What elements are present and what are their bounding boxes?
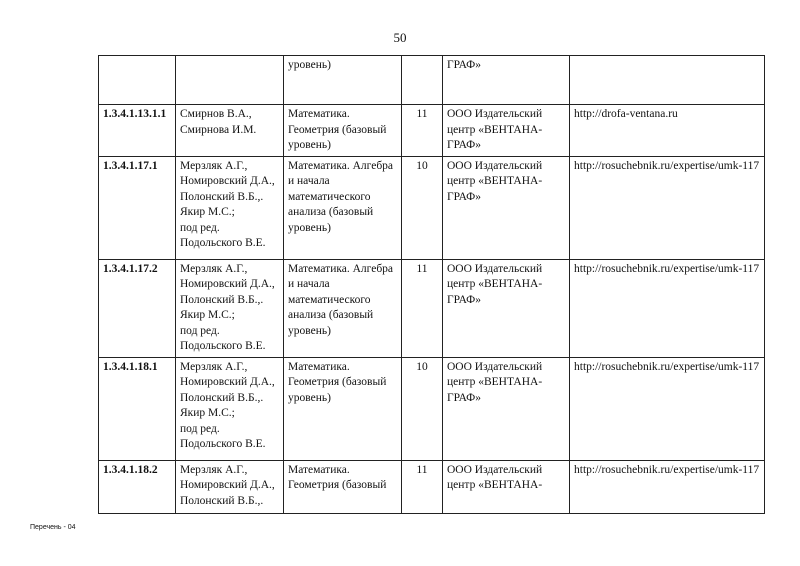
cell-publisher: ГРАФ»: [443, 56, 570, 105]
cell-grade: 11: [402, 460, 443, 513]
cell-code: 1.3.4.1.18.2: [99, 460, 176, 513]
cell-grade: 10: [402, 357, 443, 460]
cell-url: [570, 56, 765, 105]
cell-url: http://rosuchebnik.ru/expertise/umk-117: [570, 156, 765, 259]
cell-publisher: ООО Издательский центр «ВЕНТАНА- ГРАФ»: [443, 259, 570, 357]
table-row-continuation: [99, 56, 765, 105]
page-number: 50: [393, 30, 407, 45]
cell-grade: [402, 56, 443, 105]
cell-title: Математика. Алгебра и начала математического анализа (базовый уровень): [284, 156, 402, 259]
cell-url: http://drofa-ventana.ru: [570, 105, 765, 157]
cell-code: [99, 56, 176, 105]
cell-url: http://rosuchebnik.ru/expertise/umk-117: [570, 460, 765, 513]
table-row: [99, 357, 765, 460]
textbook-table: [98, 55, 765, 514]
cell-url: http://rosuchebnik.ru/expertise/umk-117: [570, 259, 765, 357]
cell-publisher: ООО Издательский центр «ВЕНТАНА- ГРАФ»: [443, 156, 570, 259]
table-row: [99, 259, 765, 357]
cell-authors: [176, 56, 284, 105]
cell-code: 1.3.4.1.17.2: [99, 259, 176, 357]
table-row: [99, 156, 765, 259]
cell-authors: Мерзляк А.Г., Номировский Д.А., Полонский В.Б.,. Якир М.С.; под ред. Подольского В.Е.: [176, 156, 284, 259]
cell-authors: Мерзляк А.Г., Номировский Д.А., Полонский В.Б.,. Якир М.С.; под ред. Подольского В.Е.: [176, 357, 284, 460]
footer-label: Перечень - 04: [30, 524, 76, 531]
cell-title: Математика. Геометрия (базовый уровень): [284, 357, 402, 460]
cell-title: Математика. Алгебра и начала математического анализа (базовый уровень): [284, 259, 402, 357]
table-row: [99, 460, 765, 513]
cell-grade: 11: [402, 105, 443, 157]
cell-title: Математика. Геометрия (базовый: [284, 460, 402, 513]
cell-authors: Мерзляк А.Г., Номировский Д.А., Полонский В.Б.,.: [176, 460, 284, 513]
cell-grade: 10: [402, 156, 443, 259]
cell-authors: Смирнов В.А., Смирнова И.М.: [176, 105, 284, 157]
cell-code: 1.3.4.1.17.1: [99, 156, 176, 259]
cell-publisher: ООО Издательский центр «ВЕНТАНА- ГРАФ»: [443, 105, 570, 157]
cell-publisher: ООО Издательский центр «ВЕНТАНА- ГРАФ»: [443, 357, 570, 460]
cell-title: уровень): [284, 56, 402, 105]
cell-authors: Мерзляк А.Г., Номировский Д.А., Полонский В.Б.,. Якир М.С.; под ред. Подольского В.Е.: [176, 259, 284, 357]
cell-code: 1.3.4.1.13.1.1: [99, 105, 176, 157]
cell-grade: 11: [402, 259, 443, 357]
cell-title: Математика. Геометрия (базовый уровень): [284, 105, 402, 157]
cell-code: 1.3.4.1.18.1: [99, 357, 176, 460]
table-row: [99, 105, 765, 157]
cell-publisher: ООО Издательский центр «ВЕНТАНА-: [443, 460, 570, 513]
cell-url: http://rosuchebnik.ru/expertise/umk-117: [570, 357, 765, 460]
